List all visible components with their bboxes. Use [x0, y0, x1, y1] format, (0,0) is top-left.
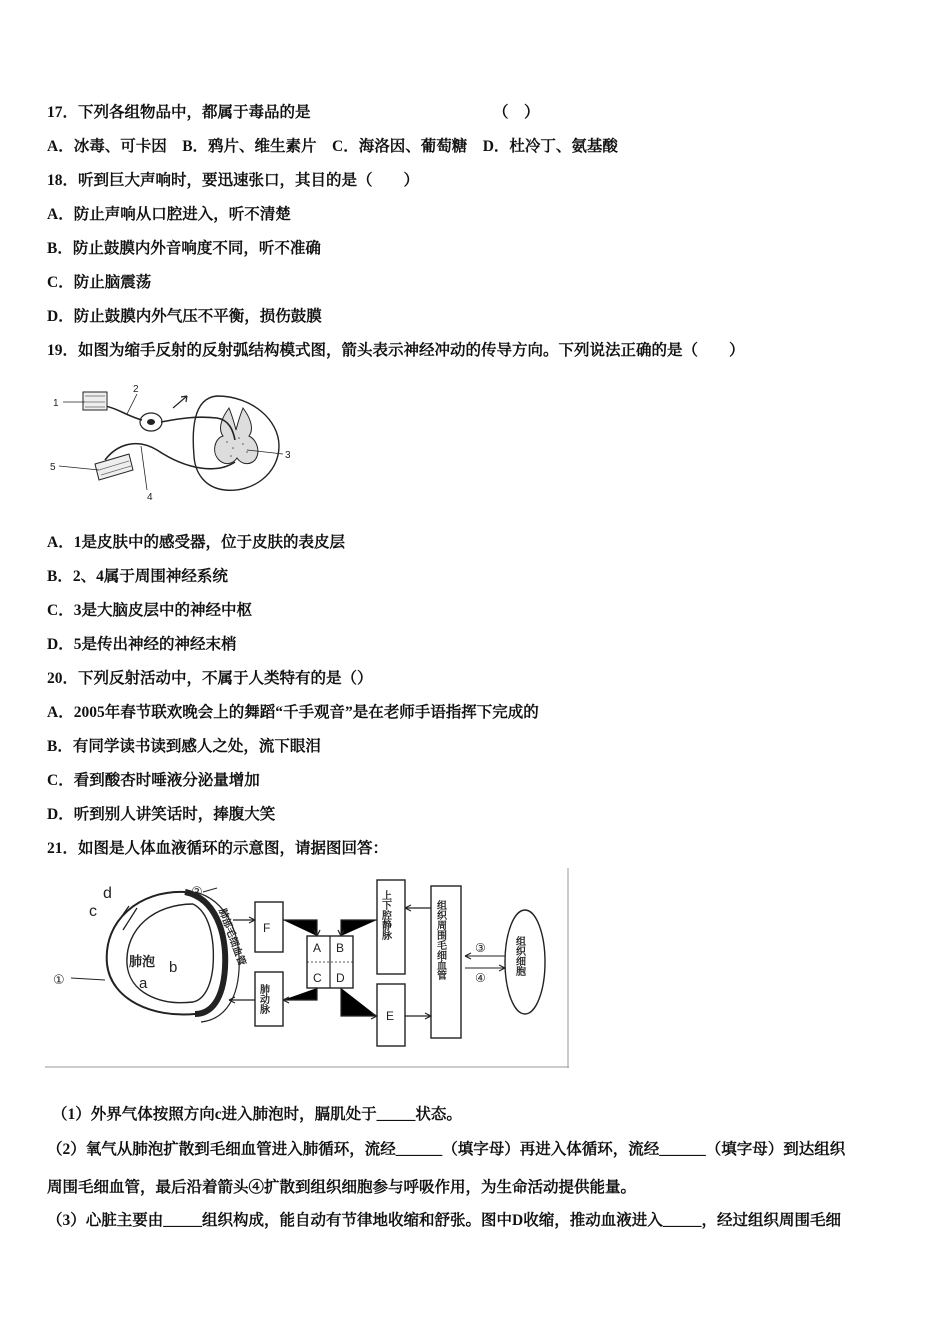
q21-stem: 21．如图是人体血液循环的示意图，请据图回答：: [47, 840, 389, 857]
q19-option-d: D．5是传出神经的神经末梢: [47, 636, 237, 653]
q20-option-b: B．有同学读书读到感人之处，流下眼泪: [47, 738, 321, 755]
q21-part-2-line-1: （2）氧气从肺泡扩散到毛细血管进入肺循环，流经______（填字母）再进入体循环，流经______（填字母）到达组织: [47, 1141, 846, 1158]
reflex-label-4: 4: [147, 492, 153, 503]
label-C: C: [313, 971, 322, 985]
q21-part-1: （1）外界气体按照方向c进入肺泡时，膈肌处于_____状态。: [52, 1106, 462, 1123]
q17-stem: 17．下列各组物品中，都属于毒品的是: [47, 104, 311, 121]
label-B: B: [336, 941, 345, 955]
label-vena-cava: 上下腔静脉: [379, 890, 391, 940]
reflex-label-3: 3: [285, 450, 291, 461]
label-tissue-cell: 组织细胞: [513, 936, 525, 976]
q18-option-c: C．防止脑震荡: [47, 274, 152, 291]
label-b: b: [169, 959, 178, 976]
q18-option-b: B．防止鼓膜内外音响度不同，听不准确: [47, 240, 321, 257]
q20-stem: 20．下列反射活动中，不属于人类特有的是（）: [47, 670, 373, 687]
q21-part-3: （3）心脏主要由_____组织构成，能自动有节律地收缩和舒张。图中D收缩，推动血液进入_____，经过组织周围毛细: [47, 1212, 841, 1229]
label-tissue-capillary: 组织周围毛细血管: [434, 900, 446, 980]
label-a: a: [139, 975, 148, 992]
label-pulmonary-artery: 肺动脉: [257, 984, 269, 1014]
label-circle-3: ③: [475, 941, 486, 955]
q17-options: A．冰毒、可卡因 B．鸦片、维生素片 C．海洛因、葡萄糖 D．杜冷丁、氨基酸: [47, 138, 618, 155]
q19-option-b: B．2、4属于周围神经系统: [47, 568, 228, 585]
reflex-label-5: 5: [50, 462, 56, 473]
q18-stem: 18．听到巨大声响时，要迅速张口，其目的是（ ）: [47, 172, 420, 189]
q19-stem: 19．如图为缩手反射的反射弧结构模式图，箭头表示神经冲动的传导方向。下列说法正确的是（ ）: [47, 342, 745, 359]
label-A: A: [313, 941, 322, 955]
label-d: d: [103, 885, 112, 902]
circulation-figure: [45, 868, 571, 1069]
q20-option-c: C．看到酸杏时唾液分泌量增加: [47, 772, 260, 789]
label-circle-2: ②: [191, 884, 203, 899]
q20-option-d: D．听到别人讲笑话时，捧腹大笑: [47, 806, 276, 823]
reflex-arc-figure: [47, 378, 297, 503]
q20-option-a: A．2005年春节联欢晚会上的舞蹈“千手观音”是在老师手语指挥下完成的: [47, 704, 539, 721]
reflex-label-1: 1: [53, 398, 59, 409]
q18-option-d: D．防止鼓膜内外气压不平衡，损伤鼓膜: [47, 308, 322, 325]
label-c: c: [89, 903, 97, 920]
q19-option-c: C．3是大脑皮层中的神经中枢: [47, 602, 252, 619]
label-lung-capillary: 肺部毛细血管: [216, 907, 248, 968]
reflex-label-2: 2: [133, 384, 139, 395]
q19-option-a: A．1是皮肤中的感受器，位于皮肤的表皮层: [47, 534, 345, 551]
label-circle-4: ④: [475, 971, 486, 985]
label-D: D: [336, 971, 345, 985]
q18-option-a: A．防止声响从口腔进入，听不清楚: [47, 206, 291, 223]
label-alveolus: 肺泡: [129, 955, 156, 970]
label-E: E: [386, 1009, 395, 1023]
label-F: F: [263, 921, 271, 935]
q17-bracket: （ ）: [493, 104, 540, 121]
label-circle-1: ①: [53, 972, 65, 987]
q21-part-2-line-2: 周围毛细血管，最后沿着箭头④扩散到组织细胞参与呼吸作用，为生命活动提供能量。: [47, 1179, 637, 1196]
